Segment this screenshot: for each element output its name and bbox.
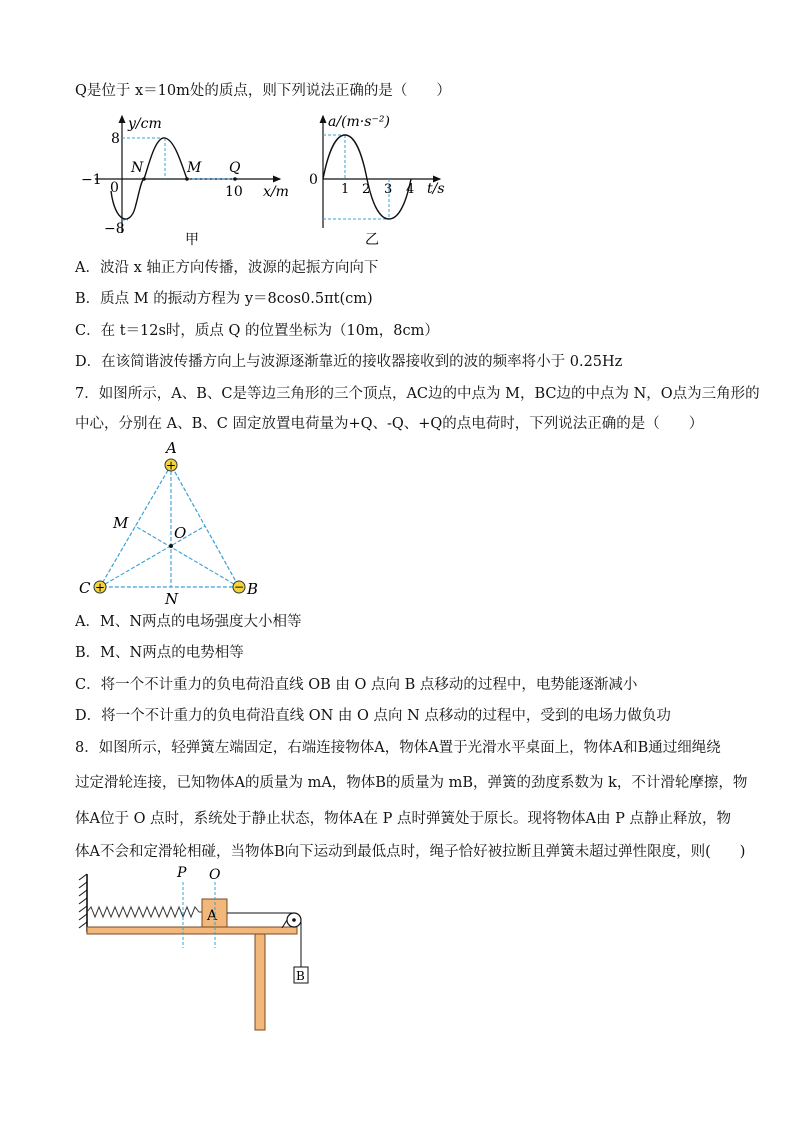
q6-option-c: C．在 t＝12s时，质点 Q 的位置坐标为（10m，8cm） (75, 323, 439, 339)
a-axis-label: a/(m·s⁻²) (328, 114, 390, 130)
origin-label: 0 (110, 180, 119, 196)
q7-option-c: C．将一个不计重力的负电荷沿直线 OB 由 O 点向 B 点移动的过程中，电势能逐渐减小 (75, 677, 638, 693)
point-O (169, 544, 173, 548)
tick-t2: 2 (362, 182, 371, 197)
origin-label-yi: 0 (309, 172, 318, 188)
label-block-A: A (207, 908, 218, 924)
label-B: B (247, 580, 259, 598)
q8-stem-1: 8．如图所示，轻弹簧左端固定，右端连接物体A，物体A置于光滑水平桌面上，物体A和B通过细绳绕 (75, 740, 721, 756)
svg-text:−: − (233, 580, 245, 594)
tick-x-10: 10 (225, 184, 243, 200)
accel-curve (323, 135, 411, 219)
accel-graph-yi (305, 108, 455, 248)
q7-option-a: A．M、N两点的电场强度大小相等 (75, 614, 302, 630)
y-axis-label: y/cm (128, 116, 162, 132)
q8-stem-4: 体A不会和定滑轮相碰，当物体B向下运动到最低点时，绳子恰好被拉断且弹簧未超过弹性限度，则( ) (75, 844, 746, 860)
label-A: A (166, 439, 177, 457)
q6-intro: Q是位于 x＝10m处的质点，则下列说法正确的是（ ） (75, 83, 451, 99)
caption-yi: 乙 (365, 232, 379, 248)
charge-A (165, 459, 177, 473)
charge-B (233, 580, 245, 594)
label-block-B: B (296, 969, 305, 983)
point-N (142, 177, 146, 181)
label-O: O (209, 867, 221, 883)
caption-jia: 甲 (185, 232, 199, 248)
point-M (185, 177, 189, 181)
t-axis-label: t/s (427, 181, 445, 197)
q6-option-d: D．在该简谐波传播方向上与波源逐渐靠近的接收器接收到的波的频率将小于 0.25Hz (75, 354, 623, 370)
q8-stem-3: 体A位于 O 点时，系统处于静止状态，物体A在 P 点时弹簧处于原长。现将物体A由 P 点静止释放，物 (75, 811, 731, 827)
tick-y-bottom: −8 (104, 221, 125, 237)
label-O: O (174, 524, 187, 542)
svg-text:+: + (94, 580, 106, 595)
label-M: M (187, 160, 202, 176)
q7-option-b: B．M、N两点的电势相等 (75, 645, 244, 661)
label-C: C (79, 579, 91, 597)
q6-option-b: B．质点 M 的振动方程为 y＝8cos0.5πt(cm) (75, 291, 373, 307)
table-leg (255, 934, 265, 1030)
tick-y-top: 8 (111, 131, 120, 147)
q7-option-d: D．将一个不计重力的负电荷沿直线 ON 由 O 点向 N 点移动的过程中，受到的电场力做负功 (75, 708, 671, 724)
x-axis-label: x/m (263, 184, 289, 200)
label-N: N (165, 590, 179, 608)
tick-x-minus1: −1 (81, 172, 102, 188)
label-M: M (113, 514, 129, 532)
label-Q: Q (229, 160, 241, 176)
tick-t1: 1 (341, 182, 350, 197)
table-top (87, 927, 297, 934)
charge-C (94, 581, 106, 595)
q8-stem-2: 过定滑轮连接，已知物体A的质量为 mA，物体B的质量为 mB，弹簧的劲度系数为 k，不计滑轮摩擦，物 (75, 775, 748, 791)
wave-graph-jia (75, 108, 295, 248)
tick-t3: 3 (384, 182, 393, 197)
spring (87, 907, 202, 917)
tick-t4: 4 (406, 182, 415, 197)
q6-option-a: A．波沿 x 轴正方向传播，波源的起振方向向下 (75, 260, 379, 276)
q7-stem-2: 中心，分别在 A、B、C 固定放置电荷量为+Q、-Q、+Q的点电荷时，下列说法正确的是（ ） (75, 416, 704, 432)
spring-pulley-figure (75, 862, 345, 1034)
label-P: P (177, 865, 187, 881)
label-N: N (131, 160, 144, 176)
point-Q (233, 177, 237, 181)
triangle-figure (75, 438, 275, 608)
q7-stem-1: 7．如图所示，A、B、C是等边三角形的三个顶点，AC边的中点为 M，BC边的中点为 N，O点为三角形的 (75, 386, 760, 402)
svg-text:+: + (165, 458, 177, 473)
